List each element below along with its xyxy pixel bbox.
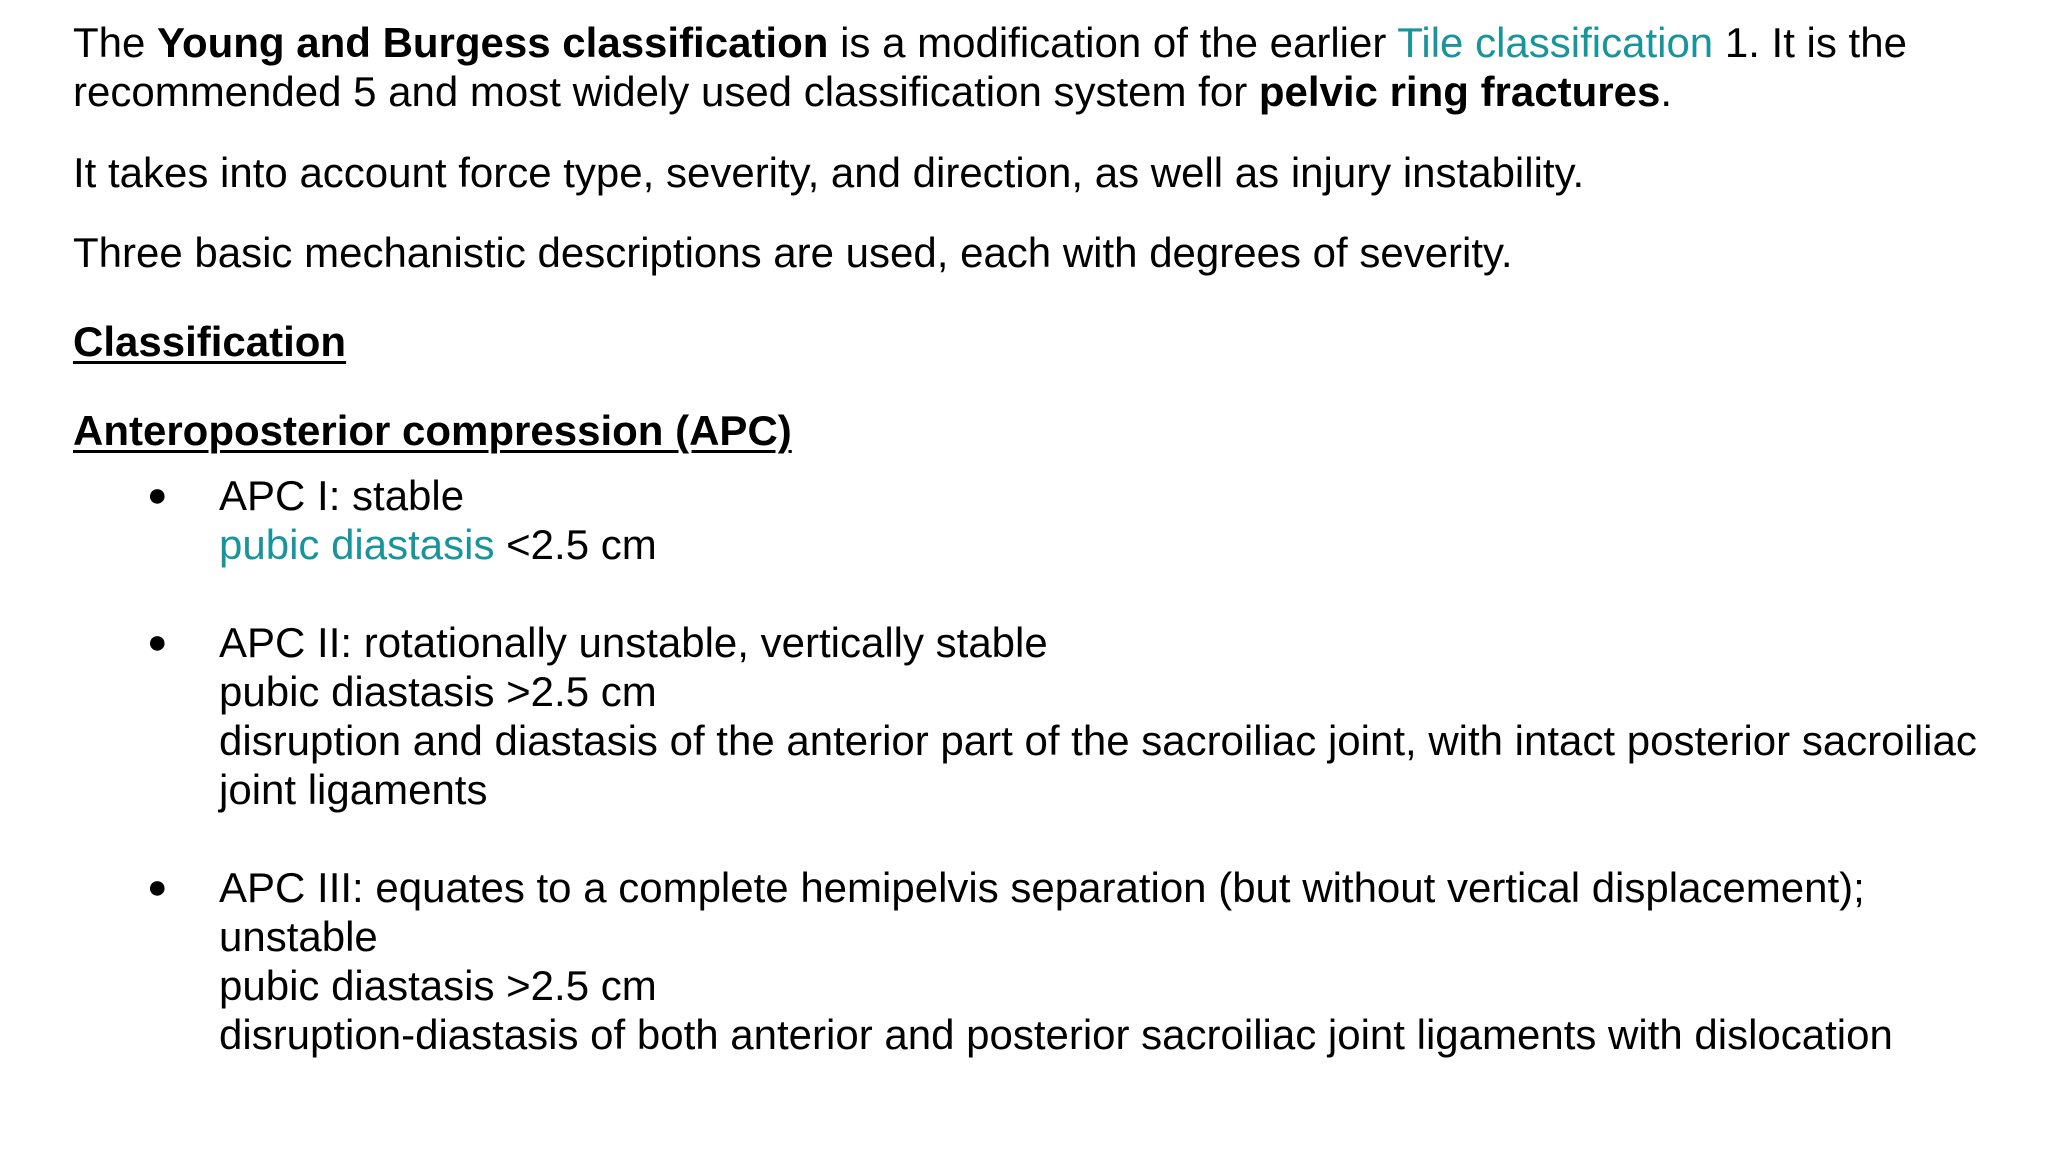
tile-classification-link[interactable]: Tile classification (1397, 19, 1714, 66)
apc-1-diastasis-value: <2.5 cm (494, 521, 657, 568)
apc-3-title: APC III: equates to a complete hemipelvis separation (but without vertical displacement); unstable (219, 864, 1865, 960)
mechanistic-paragraph: Three basic mechanistic descriptions are used, each with degrees of severity. (73, 229, 1513, 276)
classification-heading: Classification (73, 318, 347, 365)
apc-1-diastasis (219, 520, 2013, 569)
pubic-diastasis-link[interactable]: pubic diastasis (219, 521, 495, 568)
young-burgess-bold: Young and Burgess classification (157, 19, 829, 66)
intro-text-1: The (73, 19, 158, 66)
list-item-apc-1 (73, 471, 2013, 569)
bullet-icon: ● (147, 868, 168, 906)
list-item-apc-2 (73, 618, 2013, 814)
apc-2-diastasis: pubic diastasis >2.5 cm (219, 668, 657, 715)
apc-3-description: disruption-diastasis of both anterior and posterior sacroiliac joint ligaments with dislocation (219, 1011, 1893, 1058)
apc-heading: Anteroposterior compression (APC) (73, 407, 792, 454)
intro-text-4: . (1660, 68, 1672, 115)
intro-text-3: 1. It is the recommended 5 and most widely used classification system for (73, 19, 1907, 115)
apc-3-diastasis: pubic diastasis >2.5 cm (219, 962, 657, 1009)
bullet-icon: ● (147, 476, 168, 514)
list-item-apc-3 (73, 863, 2013, 1059)
apc-2-description: disruption and diastasis of the anterior part of the sacroiliac joint, with intact posterior sacroiliac joint ligaments (219, 717, 1977, 813)
intro-paragraph (73, 18, 2013, 116)
apc-list (73, 471, 2013, 1059)
force-type-paragraph: It takes into account force type, severity, and direction, as well as injury instability. (73, 149, 1585, 196)
article-body (73, 18, 2013, 1108)
intro-text-2: is a modification of the earlier (828, 19, 1398, 66)
pelvic-ring-fractures-bold: pelvic ring fractures (1258, 68, 1661, 115)
apc-1-title: APC I: stable (219, 472, 465, 519)
bullet-icon: ● (147, 623, 168, 661)
apc-2-title: APC II: rotationally unstable, vertically stable (219, 619, 1048, 666)
